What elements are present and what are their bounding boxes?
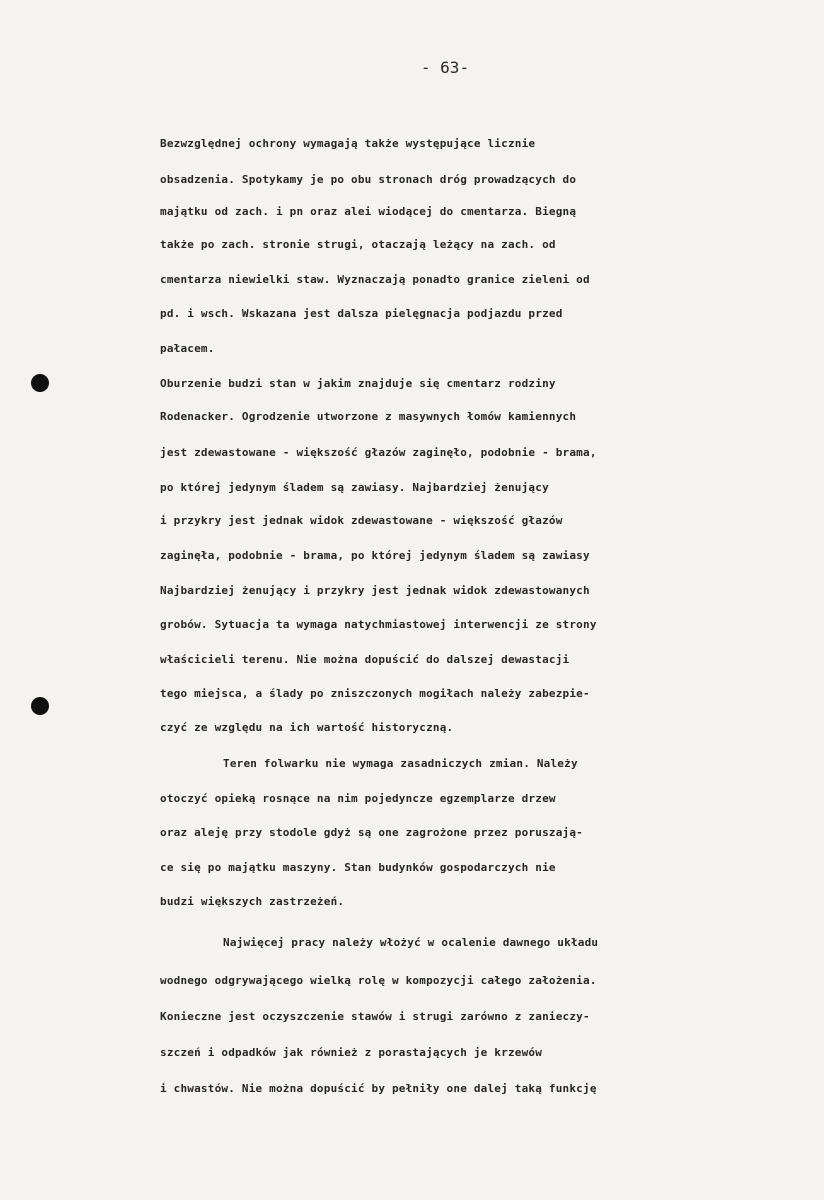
text-line: tego miejsca, a ślady po zniszczonych mogiłach należy zabezpie- [160, 687, 590, 700]
text-line: grobów. Sytuacja ta wymaga natychmiastowej interwencji ze strony [160, 618, 597, 631]
text-line: właścicieli terenu. Nie można dopuścić do dalszej dewastacji [160, 653, 570, 666]
text-line: Oburzenie budzi stan w jakim znajduje się cmentarz rodziny [160, 377, 556, 390]
text-line: oraz aleję przy stodole gdyż są one zagrożone przez poruszają- [160, 826, 583, 839]
text-line: otoczyć opieką rosnące na nim pojedyncze egzemplarze drzew [160, 792, 556, 805]
text-line: szczeń i odpadków jak również z porastających je krzewów [160, 1046, 543, 1059]
text-line: zaginęła, podobnie - brama, po której jedynym śladem są zawiasy [160, 549, 590, 562]
text-line: jest zdewastowane - większość głazów zaginęło, podobnie - brama, [160, 446, 597, 459]
page-number: - 63- [420, 58, 470, 77]
text-line: pałacem. [160, 342, 215, 355]
text-line: pd. i wsch. Wskazana jest dalsza pielęgnacja podjazdu przed [160, 307, 563, 320]
text-line: majątku od zach. i pn oraz alei wiodącej do cmentarza. Biegną [160, 205, 577, 218]
text-line: po której jedynym śladem są zawiasy. Najbardziej żenujący [160, 481, 549, 494]
text-line: Konieczne jest oczyszczenie stawów i strugi zarówno z zanieczy- [160, 1010, 590, 1023]
text-line: budzi większych zastrzeżeń. [160, 895, 345, 908]
text-line: czyć ze względu na ich wartość historyczną. [160, 721, 454, 734]
text-line: i chwastów. Nie można dopuścić by pełniły one dalej taką funkcję [160, 1082, 597, 1095]
punch-hole [31, 374, 49, 392]
text-line: Najwięcej pracy należy włożyć w ocalenie dawnego układu [223, 936, 599, 949]
text-line: ce się po majątku maszyny. Stan budynków gospodarczych nie [160, 861, 556, 874]
punch-hole [31, 697, 49, 715]
text-line: i przykry jest jednak widok zdewastowane - większość głazów [160, 514, 563, 527]
text-line: Teren folwarku nie wymaga zasadniczych zmian. Należy [223, 757, 578, 770]
text-line: wodnego odgrywającego wielką rolę w kompozycji całego założenia. [160, 974, 597, 987]
text-line: Najbardziej żenujący i przykry jest jednak widok zdewastowanych [160, 584, 590, 597]
text-line: obsadzenia. Spotykamy je po obu stronach dróg prowadzących do [160, 173, 577, 186]
text-line: Rodenacker. Ogrodzenie utworzone z masywnych łomów kamiennych [160, 410, 577, 423]
text-line: cmentarza niewielki staw. Wyznaczają ponadto granice zieleni od [160, 273, 590, 286]
text-line: także po zach. stronie strugi, otaczają leżący na zach. od [160, 238, 556, 251]
text-line: Bezwzględnej ochrony wymagają także występujące licznie [160, 137, 536, 150]
